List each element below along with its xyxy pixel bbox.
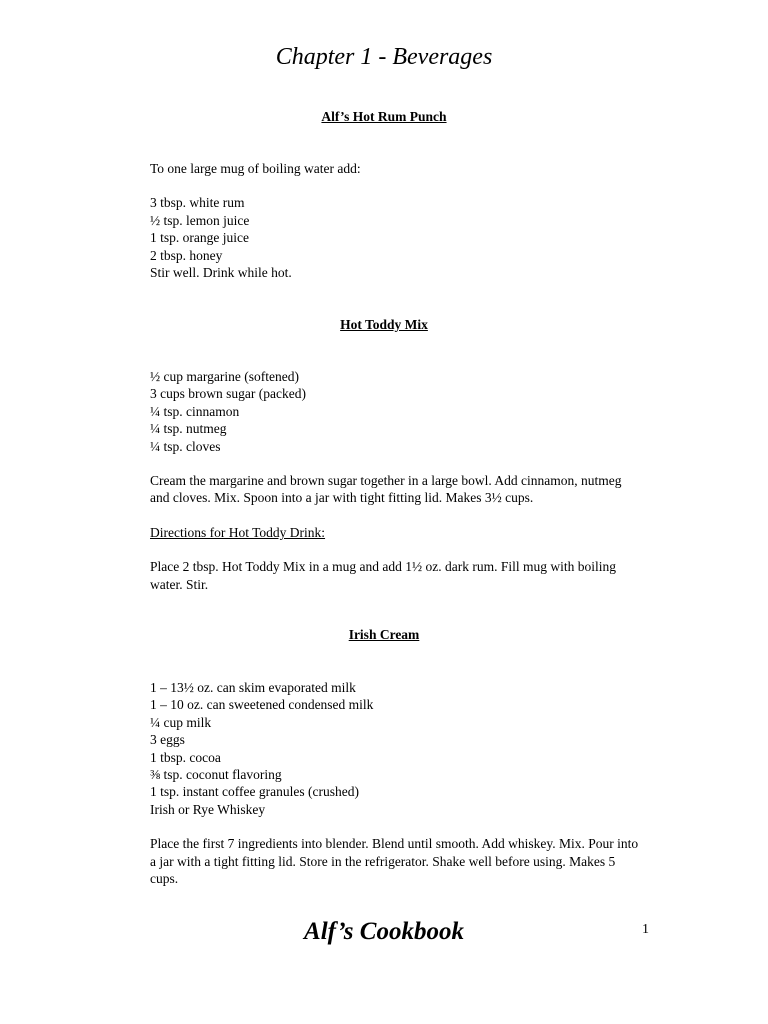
ingredient-line: 1 tsp. orange juice	[150, 230, 249, 246]
recipe-body-hot-toddy-mix	[150, 368, 640, 593]
ingredient-line: ¼ tsp. nutmeg	[150, 421, 227, 437]
recipe-title-hot-rum-punch: Alf’s Hot Rum Punch	[321, 109, 447, 124]
recipe-intro: To one large mug of boiling water add:	[150, 161, 361, 176]
ingredient-line: 1 tbsp. cocoa	[150, 749, 221, 765]
recipe-body-irish-cream	[150, 679, 640, 887]
ingredient-line: Stir well. Drink while hot.	[150, 265, 292, 281]
drink-directions: Place 2 tbsp. Hot Toddy Mix in a mug and add 1½ oz. dark rum. Fill mug with boiling water. Stir.	[150, 559, 617, 592]
recipe-directions: Cream the margarine and brown sugar together in a large bowl. Add cinnamon, nutmeg and cloves. Mix. Spoon into a jar with tight fitting lid. Makes 3½ cups.	[150, 473, 622, 506]
recipe-directions: Place the first 7 ingredients into blender. Blend until smooth. Add whiskey. Mix. Pour into a jar with a tight fitting lid. Store in the refrigerator. Shake well before using. Makes 5 cups.	[150, 836, 639, 887]
page-number: 1	[642, 922, 649, 937]
recipe-title-hot-toddy-mix: Hot Toddy Mix	[340, 317, 428, 332]
ingredient-line: ½ tsp. lemon juice	[150, 212, 250, 228]
ingredient-line: Irish or Rye Whiskey	[150, 801, 266, 817]
recipe-body-hot-rum-punch	[150, 160, 640, 281]
ingredient-line: 3 tbsp. white rum	[150, 195, 245, 211]
ingredient-line: 2 tbsp. honey	[150, 247, 223, 263]
ingredient-line: ¼ cup milk	[150, 714, 212, 730]
recipe-title-irish-cream: Irish Cream	[348, 627, 420, 642]
ingredient-line: 1 – 13½ oz. can skim evaporated milk	[150, 680, 356, 695]
ingredient-line: ¼ tsp. cloves	[150, 438, 221, 454]
ingredient-line: ½ cup margarine (softened)	[150, 369, 299, 384]
ingredient-line: 1 tsp. instant coffee granules (crushed)	[150, 784, 359, 800]
ingredient-line: 3 eggs	[150, 732, 185, 748]
footer-title: Alf’s Cookbook	[304, 918, 464, 945]
ingredient-line: 1 – 10 oz. can sweetened condensed milk	[150, 697, 374, 713]
chapter-title: Chapter 1 - Beverages	[275, 44, 493, 70]
ingredient-line: 3 cups brown sugar (packed)	[150, 386, 306, 402]
ingredient-line: ¼ tsp. cinnamon	[150, 403, 240, 419]
drink-directions-heading: Directions for Hot Toddy Drink:	[150, 524, 326, 540]
ingredient-line: ⅜ tsp. coconut flavoring	[150, 767, 282, 783]
